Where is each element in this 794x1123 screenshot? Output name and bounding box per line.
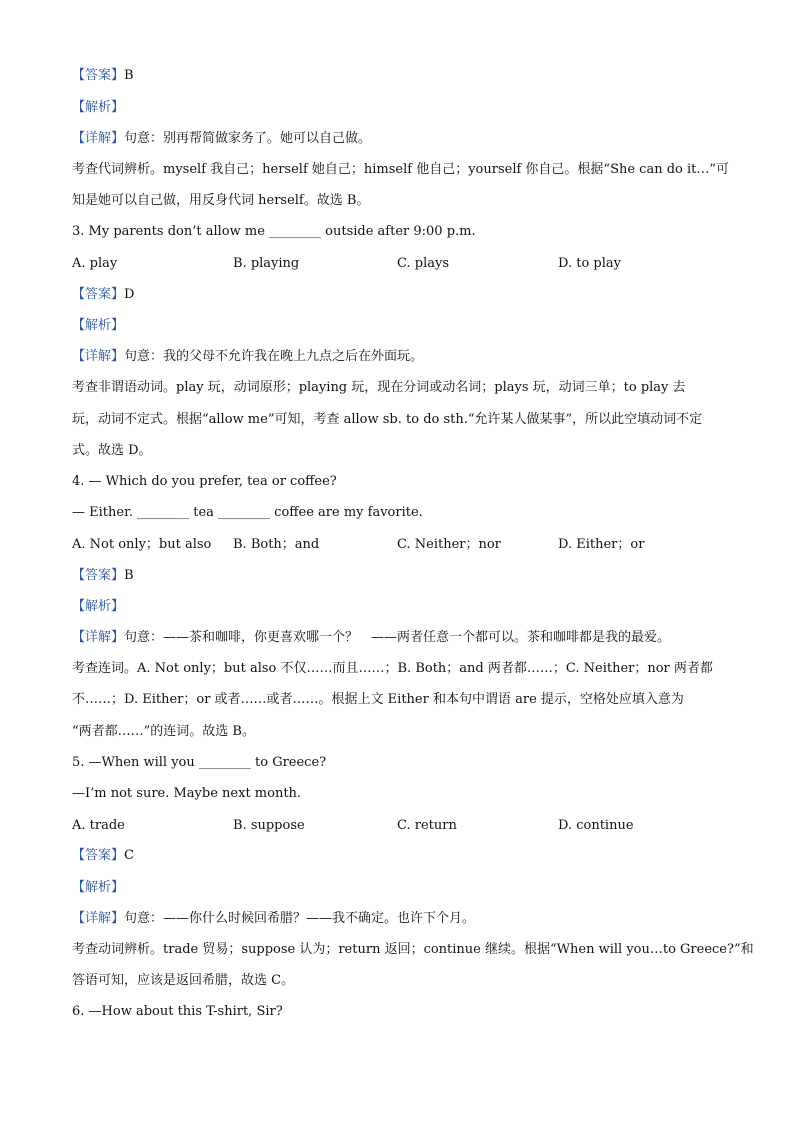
- question-4-reply: — Either. ________ tea ________ coffee are my favorite.: [72, 505, 423, 520]
- explanation-line: 【详解】句意：——你什么时候回希腊？——我不确定。也许下个月。: [72, 911, 476, 926]
- section-tag: 【详解】: [72, 630, 125, 645]
- section-tag: 【详解】: [72, 131, 125, 146]
- q5-option-b: B. suppose: [233, 818, 305, 833]
- question-4: 4. — Which do you prefer, tea or coffee?: [72, 474, 337, 489]
- answer-line: 【答案】C: [72, 848, 134, 863]
- section-tag: 【解析】: [72, 318, 125, 333]
- explanation-line: 【详解】句意：别再帮简做家务了。她可以自己做。: [72, 131, 372, 146]
- question-5: 5. —When will you ________ to Greece?: [72, 755, 327, 770]
- section-tag: 【答案】: [72, 68, 125, 83]
- explanation-line: 考查动词辨析。trade 贸易；suppose 认为；return 返回；continue 继续。根据“When will you…to Greece?”和: [72, 942, 754, 957]
- analysis-heading: [72, 100, 724, 116]
- explanation-line: 【详解】句意：我的父母不允许我在晚上九点之后在外面玩。: [72, 349, 424, 364]
- analysis-heading: [72, 880, 724, 896]
- q4-option-b: B. Both；and: [233, 537, 320, 552]
- explanation-line: 不……；D. Either；or 或者……或者……。根据上文 Either 和本句中谓语 are 提示，空格处应填入意为: [72, 692, 684, 707]
- explanation-line: 式。故选 D。: [72, 443, 152, 458]
- section-tag: 【详解】: [72, 349, 125, 364]
- section-tag: 【答案】: [72, 848, 125, 863]
- question-5-reply: —I’m not sure. Maybe next month.: [72, 786, 302, 801]
- q3-option-b: B. playing: [233, 256, 300, 271]
- question-6: 6. —How about this T-shirt, Sir?: [72, 1004, 283, 1019]
- section-tag: 【详解】: [72, 911, 125, 926]
- explanation-line: 答语可知，应该是返回希腊，故选 C。: [72, 973, 295, 988]
- question-3: 3. My parents don’t allow me ________ outside after 9:00 p.m.: [72, 224, 476, 239]
- section-tag: 【解析】: [72, 599, 125, 614]
- answer-line: 【答案】B: [72, 68, 134, 83]
- analysis-heading: [72, 318, 724, 334]
- q3-option-d: D. to play: [558, 256, 621, 271]
- section-tag: 【解析】: [72, 100, 125, 115]
- q4-option-c: C. Neither；nor: [397, 537, 501, 552]
- explanation-line: 知是她可以自己做，用反身代词 herself。故选 B。: [72, 193, 370, 208]
- q4-option-d: D. Either；or: [558, 537, 645, 552]
- explanation-line: 考查非谓语动词。play 玩，动词原形；playing 玩，现在分词或动名词；plays 玩，动词三单；to play 去: [72, 380, 686, 395]
- q4-option-a: A. Not only；but also: [72, 537, 212, 552]
- analysis-heading: [72, 599, 724, 615]
- q3-option-a: A. play: [72, 256, 118, 271]
- section-tag: 【答案】: [72, 568, 125, 583]
- q5-option-a: A. trade: [72, 818, 125, 833]
- q3-option-c: C. plays: [397, 256, 449, 271]
- explanation-line: 玩，动词不定式。根据“allow me”可知，考查 allow sb. to do sth.“允许某人做某事”，所以此空填动词不定: [72, 412, 703, 427]
- answer-line: 【答案】D: [72, 287, 135, 302]
- explanation-line: 【详解】句意：——茶和咖啡，你更喜欢哪一个？ ——两者任意一个都可以。茶和咖啡都是我的最爱。: [72, 630, 671, 645]
- explanation-line: “两者都……”的连词。故选 B。: [72, 724, 255, 739]
- explanation-line: 考查代词辨析。myself 我自己；herself 她自己；himself 他自己；yourself 你自己。根据“She can do it…”可: [72, 162, 730, 177]
- explanation-line: 考查连词。A. Not only；but also 不仅……而且……；B. Both；and 两者都……；C. Neither；nor 两者都: [72, 661, 713, 676]
- section-tag: 【答案】: [72, 287, 125, 302]
- section-tag: 【解析】: [72, 880, 125, 895]
- answer-line: 【答案】B: [72, 568, 134, 583]
- q5-option-c: C. return: [397, 818, 457, 833]
- q5-option-d: D. continue: [558, 818, 634, 833]
